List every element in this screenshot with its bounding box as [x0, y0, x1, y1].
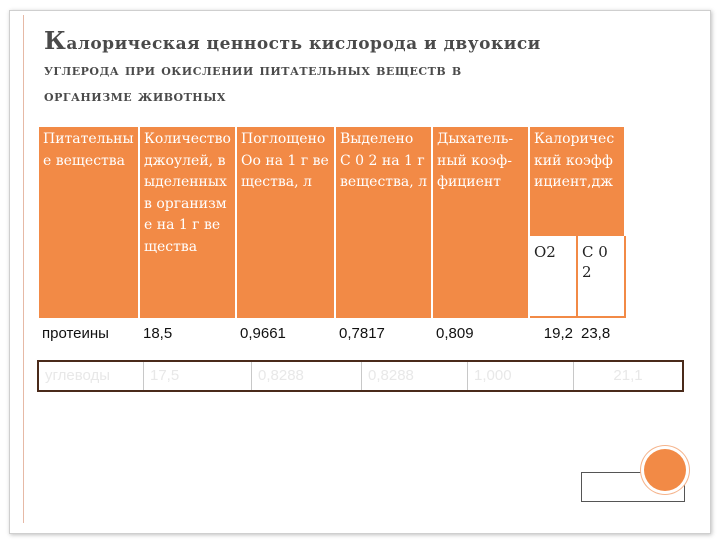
cell-absorbed: 0,9661 — [236, 317, 335, 348]
title-line-3: организме животных — [44, 87, 226, 105]
nutrient-table — [37, 127, 626, 348]
faded-table-row — [37, 360, 684, 392]
title-drop-cap: К — [44, 26, 67, 55]
header-absorbed-o2: Поглощено Оо на 1 г вещества, л — [236, 127, 335, 317]
faded-cell-nutrient: углеводы — [39, 362, 144, 390]
faded-cell-absorbed: 0,8288 — [252, 362, 362, 390]
faded-cell-released: 0,8288 — [362, 362, 468, 390]
subheader-o2: О2 — [529, 235, 577, 317]
cell-cal-co2: 23,8 — [577, 317, 625, 348]
decorative-circle — [644, 449, 686, 491]
cell-rq: 0,809 — [432, 317, 529, 348]
faded-cell-cal: 21,1 — [613, 367, 643, 384]
header-caloric-coefficient: Калорический коэффициент,дж — [529, 127, 625, 235]
header-released-co2: Выделено С 0 2 на 1 г вещества, л — [335, 127, 432, 317]
table-row — [38, 317, 625, 348]
cell-released: 0,7817 — [335, 317, 432, 348]
cell-joules: 18,5 — [139, 317, 236, 348]
title-line-1-text: алорическая ценность кислорода и двуокиси — [66, 34, 541, 54]
header-nutrient: Питательные вещества — [38, 127, 139, 317]
title-line-2: углерода при окислении питательных веществ в — [44, 61, 462, 79]
cell-nutrient: протеины — [38, 317, 139, 348]
subheader-co2: С 0 2 — [577, 235, 625, 317]
slide-accent-line — [23, 15, 24, 523]
cell-cal-o2: 19,2 — [529, 317, 577, 348]
slide-title — [44, 28, 644, 109]
header-respiratory-quotient: Дыхатель- ный коэф- фициент — [432, 127, 529, 317]
faded-cell-rq: 1,000 — [468, 362, 574, 390]
faded-cell-joules: 17,5 — [144, 362, 252, 390]
title-line-1 — [44, 28, 644, 57]
header-joules: Количество джоулей, выделенных в организме на 1 г вещества — [139, 127, 236, 317]
